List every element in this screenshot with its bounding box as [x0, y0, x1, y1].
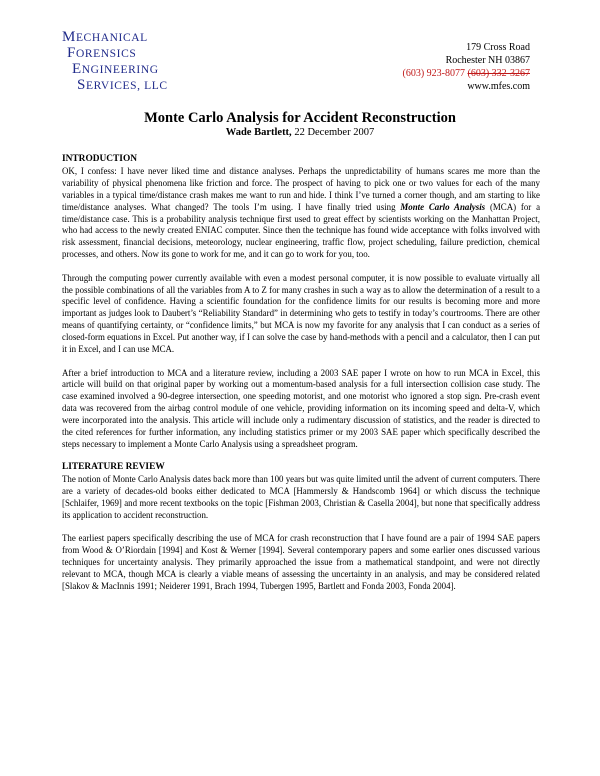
- paragraph: OK, I confess: I have never liked time and distance analyses. Perhaps the unpredictability of humans scares me more than the variability of physical phenomena like friction and force. The prospect of having to pick one or two values for each of the many variables in a typical time/distance crash makes me want to run and hide. I think I’ve turned a corner though, and am starting to like time/distance analyses. What changed? The tools I’m using. I have finally tried using Monte Carlo Analysis (MCA) for a time/distance case. This is a probability analysis technique first used to great effect by scientists working on the Manhattan Project, who had access to the newly created ENIAC computer. Since then the technique has found wide acceptance with folks involved with risk assessment, financial decisions, meteorology, nuclear engineering, traffic flow, project scheduling, failure prediction, chemical processes, and others. Now its gone to work for me, and it can go to work for you, too.: [62, 165, 541, 260]
- company-address: [403, 41, 531, 93]
- address-city: Rochester NH 03867: [445, 55, 530, 66]
- logo-line: SERVICES, LLC: [77, 77, 168, 93]
- date: 22 December 2007: [294, 127, 375, 138]
- company-logo: [62, 30, 168, 94]
- logo-line: ENGINEERING: [72, 61, 159, 77]
- page-title: Monte Carlo Analysis for Accident Reconstruction: [144, 110, 456, 126]
- address-street: 179 Cross Road: [466, 42, 530, 53]
- paragraph: After a brief introduction to MCA and a literature review, including a 2003 SAE paper I wrote on how to run MCA in Excel, this article will build on that original paper by working out a momentum-based analysis for a full intersection collision case study. The case examined involved a 90-degree intersection, one speeding motorist, and one motorist who ignored a stop sign. Pre-crash event data was recovered from the airbag control module of one vehicle, providing information on its incoming speed and delta-V, which were incorporated into the analysis. This article will include only a rudimentary discussion of statistics, and the reader is directed to the cited references for further information, any including statistics primer or my 2003 SAE paper which specifically described the steps necessary to implement a Monte Carlo Analysis using a spreadsheet program.: [62, 367, 540, 449]
- author: Wade Bartlett,: [225, 127, 292, 138]
- paragraph: The notion of Monte Carlo Analysis dates back more than 100 years but was quite limited until the advent of current computers. There are a variety of decades-old books either dedicated to MCA [Hammersly & Handscomb 1964] or which discuss the technique [Schlaifer, 1969] and more recent textbooks on the topic [Fishman 2003, Christian & Casella 2004], but none that specifically address its application to accident reconstruction.: [62, 474, 540, 520]
- address-phone: (603) 923-8077 (603) 332-3267: [402, 68, 530, 79]
- old-phone: (603) 332-3267: [467, 68, 530, 79]
- section-heading-literature-review: LITERATURE REVIEW: [62, 462, 165, 473]
- emphasis: Monte Carlo Analysis: [400, 201, 486, 212]
- paragraph: Through the computing power currently available with even a modest personal computer, it is now possible to evaluate virtually all the possible combinations of all the variables from A to Z for many crashes in such a way as to allow the determination of a result to a specific level of confidence. Having a scientific foundation for the confidence limits for our results is becoming more and more important as judges look to Daubert’s “Reliability Standard” in determining who gets to testify in today’s courtrooms. There are other means of quantifying certainty, or “confidence limits,” but MCA is now my favorite for any analysis that I can conduct as a series of closed-form equations in Excel. Put another way, if I can solve the case by hand-methods with a pencil and a calculator, then I can put it in Excel, and I can use MCA.: [62, 272, 540, 355]
- article-body: [62, 154, 540, 604]
- logo-line: MECHANICAL: [62, 29, 148, 45]
- paragraph: The earliest papers specifically describing the use of MCA for crash reconstruction that I have found are a pair of 1994 SAE papers from Wood & O’Riordain [1994] and Kost & Werner [1994]. Several contemporary papers and some earlier ones discussed various techniques for uncertainty analysis. They primarily approached the issue from a mathematical standpoint, and were not directly relevant to MCA, though MCA is clearly a viable means of assessing the uncertainty in an analysis, and may be considered related [Slakov & MacInnis 1991; Neiderer 1991, Brach 1994, Tubergen 1995, Bartlett and Fonda 2003, Fonda 2004].: [62, 533, 540, 591]
- website-link[interactable]: www.mfes.com: [467, 81, 530, 92]
- section-heading-introduction: INTRODUCTION: [62, 154, 138, 164]
- byline: [0, 127, 600, 138]
- logo-line: FORENSICS: [67, 45, 137, 61]
